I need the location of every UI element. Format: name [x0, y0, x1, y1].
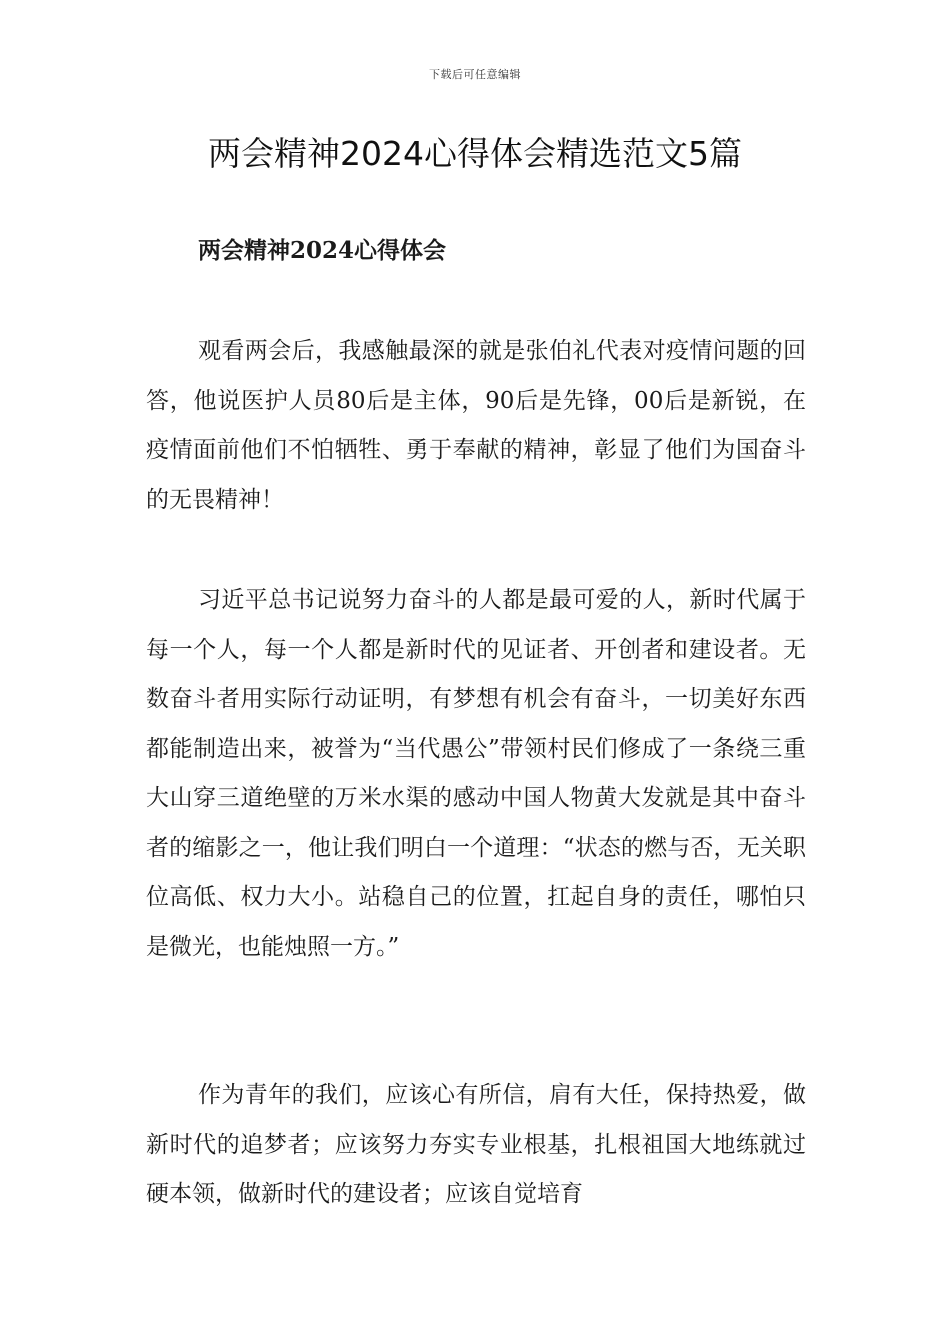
paragraph: 作为青年的我们，应该心有所信，肩有大任，保持热爱，做新时代的追梦者；应该努力夯实专业根基，扎根祖国大地练就过硬本领，做新时代的建设者；应该自觉培育 — [146, 1082, 806, 1207]
header-note: 下载后可任意编辑 — [429, 68, 521, 81]
document-title: 两会精神2024心得体会精选范文5篇 — [208, 134, 742, 173]
section-heading: 两会精神2024心得体会 — [198, 237, 447, 264]
paragraph: 习近平总书记说努力奋斗的人都是最可爱的人，新时代属于每一个人，每一个人都是新时代的见证者、开创者和建设者。无数奋斗者用实际行动证明，有梦想有机会有奋斗，一切美好东西都能制造出来，被誉为“当代愚公”带领村民们修成了一条绕三重大山穿三道绝壁的万米水渠的感动中国人物黄大发就是其中奋斗者的缩影之一，他让我们明白一个道理：“状态的燃与否，无关职位高低、权力大小。站稳自己的位置，扛起自身的责任，哪怕只是微光，也能烛照一方。” — [146, 587, 806, 960]
paragraph: 观看两会后，我感触最深的就是张伯礼代表对疫情问题的回答，他说医护人员80后是主体，90后是先锋，00后是新锐，在疫情面前他们不怕牺牲、勇于奉献的精神，彰显了他们为国奋斗的无畏精神！ — [146, 338, 806, 513]
